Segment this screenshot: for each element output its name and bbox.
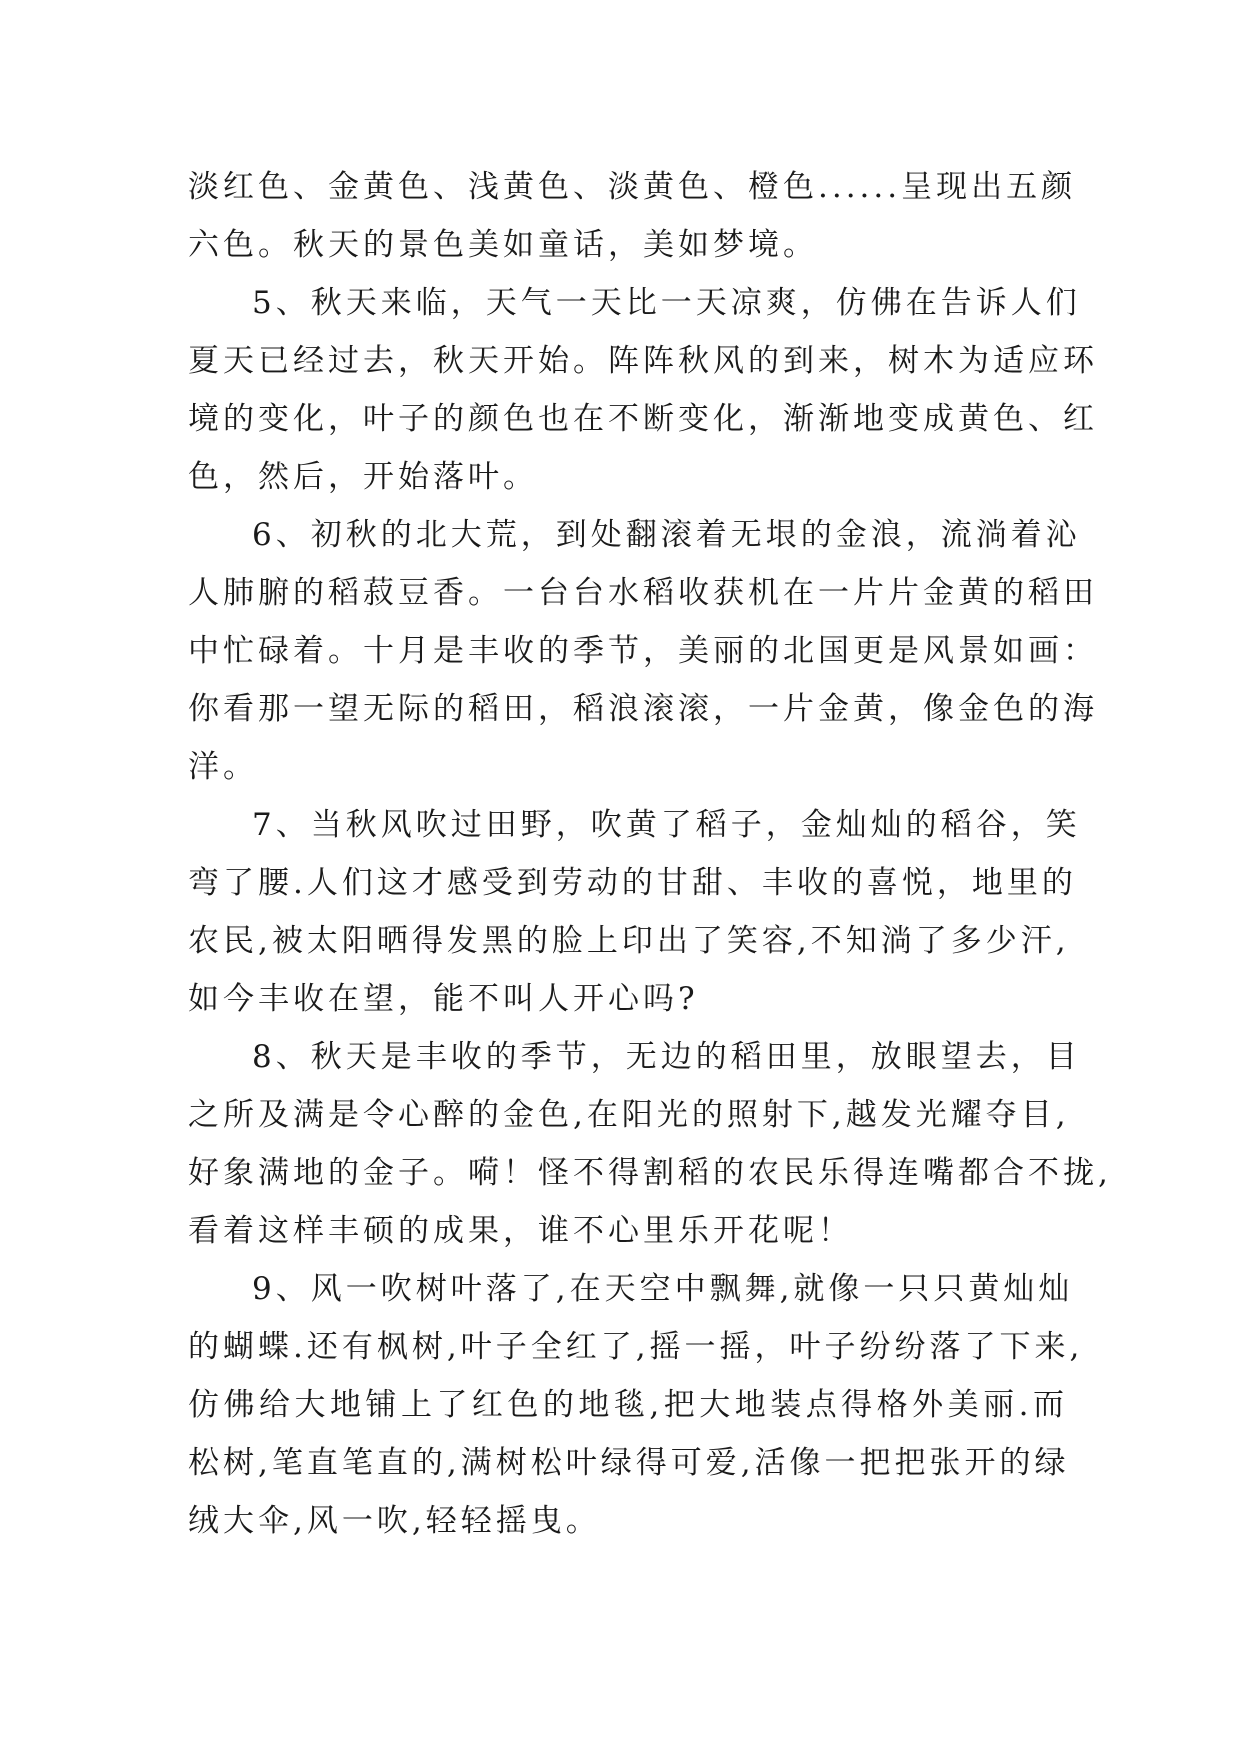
text-line: 弯了腰.人们这才感受到劳动的甘甜、丰收的喜悦，地里的 — [188, 865, 1077, 901]
text-line: 农民,被太阳晒得发黑的脸上印出了笑容,不知淌了多少汗, — [188, 923, 1070, 959]
text-line: 洋。 — [188, 749, 258, 785]
text-line: 绒大伞,风一吹,轻轻摇曳。 — [188, 1503, 601, 1539]
text-line: 仿佛给大地铺上了红色的地毯,把大地装点得格外美丽.而 — [188, 1387, 1068, 1423]
text-line: 5、秋天来临，天气一天比一天凉爽，仿佛在告诉人们 — [252, 285, 1081, 321]
text-line: 淡红色、金黄色、浅黄色、淡黄色、橙色......呈现出五颜 — [188, 169, 1077, 205]
text-line: 松树,笔直笔直的,满树松叶绿得可爱,活像一把把张开的绿 — [188, 1445, 1070, 1481]
text-line: 你看那一望无际的稻田，稻浪滚滚，一片金黄，像金色的海 — [188, 691, 1098, 727]
text-line: 好象满地的金子。嗬！怪不得割稻的农民乐得连嘴都合不拢, — [188, 1155, 1112, 1191]
text-line: 如今丰收在望，能不叫人开心吗? — [188, 981, 699, 1017]
text-line: 之所及满是令心醉的金色,在阳光的照射下,越发光耀夺目, — [188, 1097, 1070, 1133]
body-text — [188, 158, 1112, 1550]
text-line: 7、当秋风吹过田野，吹黄了稻子，金灿灿的稻谷，笑 — [252, 807, 1081, 843]
text-line: 8、秋天是丰收的季节，无边的稻田里，放眼望去，目 — [252, 1039, 1081, 1075]
text-line: 看着这样丰硕的成果，谁不心里乐开花呢！ — [188, 1213, 853, 1249]
text-line: 的蝴蝶.还有枫树,叶子全红了,摇一摇，叶子纷纷落了下来, — [188, 1329, 1084, 1365]
text-line: 夏天已经过去，秋天开始。阵阵秋风的到来，树木为适应环 — [188, 343, 1098, 379]
text-line: 境的变化，叶子的颜色也在不断变化，渐渐地变成黄色、红 — [188, 401, 1098, 437]
text-line: 六色。秋天的景色美如童话，美如梦境。 — [188, 227, 818, 263]
text-line: 9、风一吹树叶落了,在天空中飘舞,就像一只只黄灿灿 — [252, 1271, 1074, 1307]
text-line: 人肺腑的稻菽豆香。一台台水稻收获机在一片片金黄的稻田 — [188, 575, 1098, 611]
text-line: 色，然后，开始落叶。 — [188, 459, 538, 495]
text-line: 6、初秋的北大荒，到处翻滚着无垠的金浪，流淌着沁 — [252, 517, 1081, 553]
text-line: 中忙碌着。十月是丰收的季节，美丽的北国更是风景如画： — [188, 633, 1098, 669]
